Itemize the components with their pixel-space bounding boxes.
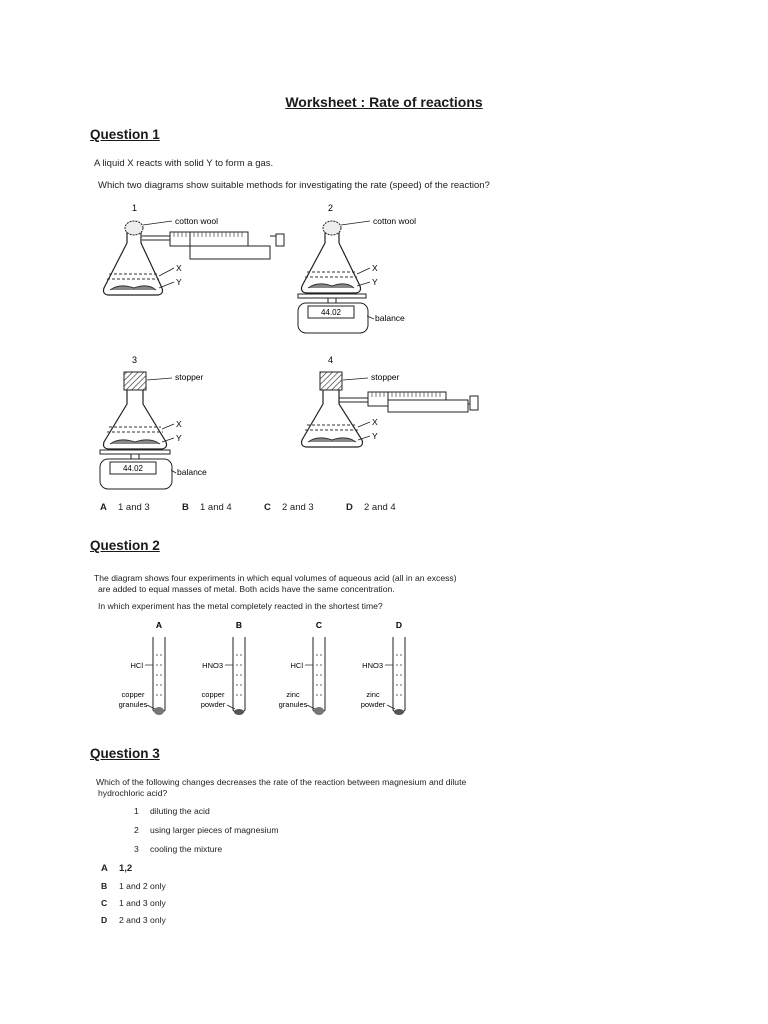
question-1-heading: Question 1: [90, 127, 160, 142]
item-number: 1: [134, 806, 139, 816]
q1-option-b[interactable]: [182, 502, 232, 513]
diagram-number: 1: [132, 203, 138, 213]
acid-label: HCl: [290, 661, 303, 670]
q3-option-a[interactable]: [101, 863, 132, 874]
option-letter: A: [100, 502, 107, 513]
q3-item-2: [134, 825, 279, 835]
question-3-heading: Question 3: [90, 746, 160, 761]
q3-line-2: hydrochloric acid?: [98, 788, 168, 798]
option-letter: D: [346, 502, 353, 513]
item-number: 3: [134, 844, 139, 854]
y-label: Y: [176, 433, 182, 443]
item-text: using larger pieces of magnesium: [150, 825, 279, 835]
q3-option-d[interactable]: [101, 915, 166, 925]
option-letter: C: [264, 502, 271, 513]
balance-reading: 44.02: [122, 464, 144, 473]
stopper-label: stopper: [371, 372, 400, 382]
q2-line-2: are added to equal masses of metal. Both acids have the same concentration.: [98, 584, 395, 594]
balance-label: balance: [375, 313, 405, 323]
balance-reading: 44.02: [320, 308, 342, 317]
tube-b: [201, 620, 245, 715]
diagram-number: 3: [132, 355, 138, 365]
y-label: Y: [372, 277, 378, 287]
tube-letter: D: [395, 620, 403, 630]
q1-diagram-3: [90, 352, 290, 492]
stopper-label: stopper: [175, 372, 204, 382]
q3-item-3: [134, 844, 222, 854]
tube-a: [119, 620, 165, 715]
tube-c: [279, 620, 325, 715]
q1-diagram-4: [290, 352, 490, 462]
option-letter: D: [101, 915, 108, 925]
option-text: 2 and 3 only: [119, 915, 166, 925]
y-label: Y: [372, 431, 378, 441]
metal-form-label: powder: [360, 700, 386, 709]
x-label: X: [372, 263, 378, 273]
q2-line-1: The diagram shows four experiments in which equal volumes of aqueous acid (all in an excess): [94, 573, 457, 583]
option-text: 2 and 4: [364, 502, 396, 513]
metal-label: zinc: [286, 690, 300, 699]
option-text: 1 and 2 only: [119, 881, 166, 891]
x-label: X: [176, 263, 182, 273]
option-text: 1 and 3: [118, 502, 150, 513]
acid-label: HNO3: [362, 661, 383, 670]
item-number: 2: [134, 825, 139, 835]
q1-question: Which two diagrams show suitable methods for investigating the rate (speed) of the reaction?: [98, 180, 490, 191]
question-2-heading: Question 2: [90, 538, 160, 553]
option-letter: B: [182, 502, 189, 513]
q2-line-3: In which experiment has the metal completely reacted in the shortest time?: [98, 601, 383, 611]
q1-diagram-1: [90, 198, 300, 308]
acid-label: HCl: [130, 661, 143, 670]
q3-option-c[interactable]: [101, 898, 166, 908]
q3-line-1: Which of the following changes decreases the rate of the reaction between magnesium and dilute: [96, 777, 467, 787]
option-text: 1,2: [119, 863, 133, 874]
metal-label: copper: [121, 690, 145, 699]
cotton-wool-label: cotton wool: [175, 216, 218, 226]
metal-form-label: granules: [278, 700, 308, 709]
tube-letter: A: [155, 620, 163, 630]
x-label: X: [372, 417, 378, 427]
q1-diagram-2: [290, 198, 490, 338]
acid-label: HNO3: [202, 661, 223, 670]
cotton-wool-label: cotton wool: [373, 216, 416, 226]
diagram-number: 4: [328, 355, 334, 365]
option-letter: B: [101, 881, 108, 891]
metal-form-label: powder: [200, 700, 226, 709]
diagram-number: 2: [328, 203, 334, 213]
worksheet-title: Worksheet : Rate of reactions: [285, 94, 483, 110]
item-text: cooling the mixture: [150, 844, 223, 854]
q3-option-b[interactable]: [101, 881, 166, 891]
metal-form-label: granules: [118, 700, 148, 709]
q2-test-tubes-diagram: [105, 615, 445, 725]
balance-label: balance: [177, 467, 207, 477]
item-text: diluting the acid: [150, 806, 210, 816]
option-text: 1 and 3 only: [119, 898, 166, 908]
y-label: Y: [176, 277, 182, 287]
option-letter: C: [101, 898, 108, 908]
option-letter: A: [101, 863, 108, 874]
option-text: 2 and 3: [282, 502, 314, 513]
tube-letter: C: [315, 620, 323, 630]
metal-label: zinc: [366, 690, 380, 699]
q1-option-a[interactable]: [100, 502, 150, 513]
q1-option-c[interactable]: [264, 502, 314, 513]
q1-option-d[interactable]: [346, 502, 396, 513]
q1-statement: A liquid X reacts with solid Y to form a gas.: [94, 158, 274, 169]
x-label: X: [176, 419, 182, 429]
q3-item-1: [134, 806, 210, 816]
tube-d: [361, 620, 405, 715]
tube-letter: B: [235, 620, 243, 630]
metal-label: copper: [201, 690, 225, 699]
option-text: 1 and 4: [200, 502, 232, 513]
